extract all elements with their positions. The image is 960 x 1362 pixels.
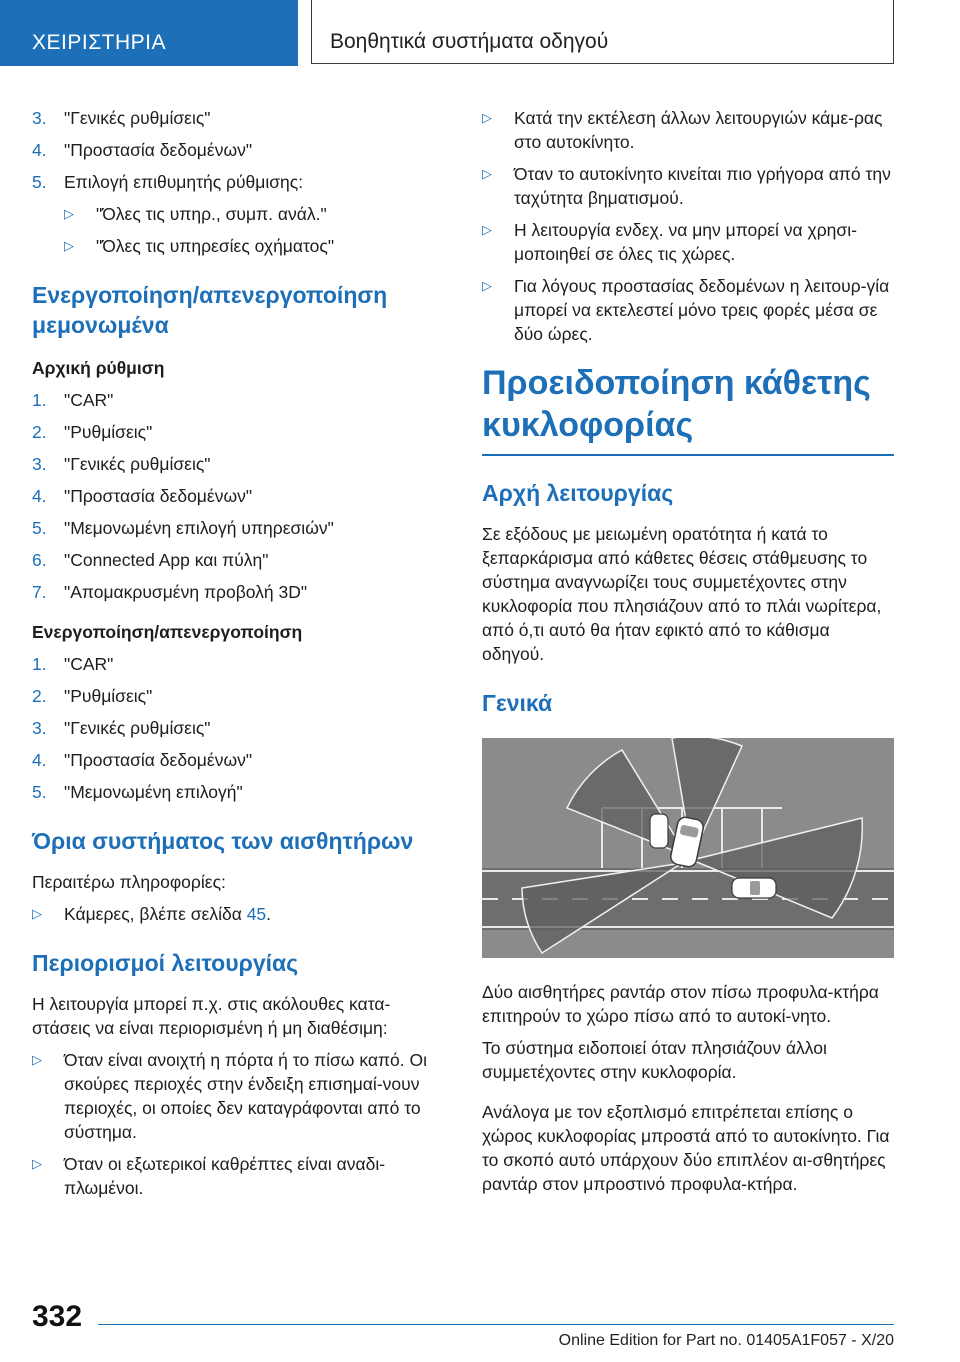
more-info-text: Περαιτέρω πληροφορίες: bbox=[32, 872, 226, 892]
header-section-title: ΧΕΙΡΙΣΤΗΡΙΑ bbox=[32, 31, 167, 54]
heading-general: Γενικά bbox=[482, 690, 553, 716]
footer-divider bbox=[98, 1324, 894, 1325]
list-item: 3. "Γενικές ρυθμίσεις" bbox=[32, 718, 211, 738]
page-reference-link[interactable]: 45 bbox=[246, 904, 267, 924]
bullet-item: ▷ Όταν οι εξωτερικοί καθρέπτες είναι αναδι-πλωμένοι. bbox=[32, 1154, 386, 1198]
page-number: 332 bbox=[32, 1300, 83, 1333]
triangle-bullet-icon: ▷ bbox=[64, 238, 74, 253]
header-section-tab bbox=[0, 0, 298, 66]
list-item: 2. "Ρυθμίσεις" bbox=[32, 422, 153, 442]
list-item: 6. "Connected App και πύλη" bbox=[32, 550, 269, 570]
list-item: 1. "CAR" bbox=[32, 390, 114, 410]
triangle-bullet-icon: ▷ bbox=[482, 278, 492, 293]
general-text-1: Δύο αισθητήρες ραντάρ στον πίσω προφυλα-κτήρα επιτηρούν το χώρο πίσω από το αυτοκί-νητο. bbox=[482, 982, 879, 1026]
sub-bullet: ▷ "Όλες τις υπηρ., συμπ. ανάλ." bbox=[64, 204, 327, 224]
bullet-item: ▷ Για λόγους προστασίας δεδομένων η λειτουρ-γία μπορεί να εκτελεστεί μόνο τρεις φορές μέσα σε δύο ώρες. bbox=[482, 276, 890, 344]
list-item: 1. "CAR" bbox=[32, 654, 114, 674]
list-item: 2. "Ρυθμίσεις" bbox=[32, 686, 153, 706]
list-item: 7. "Απομακρυσμένη προβολή 3D" bbox=[32, 582, 308, 602]
footer-edition: Online Edition for Part no. 01405A1F057 - X/20 bbox=[558, 1332, 894, 1349]
triangle-bullet-icon: ▷ bbox=[32, 1052, 42, 1067]
triangle-bullet-icon: ▷ bbox=[482, 222, 492, 237]
triangle-bullet-icon: ▷ bbox=[482, 110, 492, 125]
bullet-item: ▷ Όταν το αυτοκίνητο κινείται πιο γρήγορα από την ταχύτητα βηματισμού. bbox=[482, 164, 891, 208]
list-item: 3. "Γενικές ρυθμίσεις" bbox=[32, 454, 211, 474]
bullet-item: ▷ Κατά την εκτέλεση άλλων λειτουργιών κάμε-ρας στο αυτοκίνητο. bbox=[482, 108, 883, 152]
list-item: 3. "Γενικές ρυθμίσεις" bbox=[32, 108, 211, 128]
left-column bbox=[32, 106, 442, 1208]
triangle-bullet-icon: ▷ bbox=[32, 1156, 42, 1171]
general-text-2: Το σύστημα ειδοποιεί όταν πλησιάζουν άλλοι συμμετέχοντες στην κυκλοφορία. bbox=[482, 1038, 827, 1082]
restrictions-intro: Η λειτουργία μπορεί π.χ. στις ακόλουθες κατα-στάσεις να είναι περιορισμένη ή μη διαθέσιμη: bbox=[32, 994, 391, 1038]
general-text-3: Ανάλογα με τον εξοπλισμό επιτρέπεται επίσης ο χώρος κυκλοφορίας μπροστά από το αυτοκίνητο. Για το σκοπό αυτό υπάρχουν δύο επιπλέον αι-σθητήρες ραντάρ στον μπροστινό προφυλα-κτήρα. bbox=[482, 1102, 890, 1194]
list-item: 5. "Μεμονωμένη επιλογή υπηρεσιών" bbox=[32, 518, 334, 538]
header-chapter-box bbox=[311, 0, 894, 64]
list-item: 4. "Προστασία δεδομένων" bbox=[32, 140, 253, 160]
section-title-cross-traffic-warning: Προειδοποίηση κάθετης κυκλοφορίας bbox=[482, 364, 871, 444]
bullet-item: ▷ Η λειτουργία ενδεχ. να μην μπορεί να χρησι-μοποιηθεί σε όλες τις χώρες. bbox=[482, 220, 857, 264]
right-column bbox=[482, 106, 894, 1204]
radar-coverage-illustration bbox=[482, 738, 894, 958]
triangle-bullet-icon: ▷ bbox=[64, 206, 74, 221]
heading-function-restrictions: Περιορισμοί λειτουργίας bbox=[32, 950, 299, 976]
principle-text: Σε εξόδους με μειωμένη ορατότητα ή κατά το ξεπαρκάρισμα από κάθετες θέσεις στάθμευσης το σύστημα αναγνωρίζει τους συμμετέχοντες στην κυκλοφορία που πλησιάζουν από το πλάι νωρίτερα, από ό,τι αυτό θα ήταν εφικτό από το κάθισμα οδηγού. bbox=[482, 524, 882, 664]
sub-bullet: ▷ "Όλες τις υπηρεσίες οχήματος" bbox=[64, 236, 335, 256]
triangle-bullet-icon: ▷ bbox=[482, 166, 492, 181]
bullet-item: ▷ Κάμερες, βλέπε σελίδα 45. bbox=[32, 904, 272, 924]
heading-on-off: Ενεργοποίηση/απενεργοποίηση bbox=[32, 622, 303, 642]
list-item: 4. "Προστασία δεδομένων" bbox=[32, 750, 253, 770]
list-item: 5. "Μεμονωμένη επιλογή" bbox=[32, 782, 243, 802]
title-divider bbox=[482, 454, 894, 456]
heading-activate-individually: Ενεργοποίηση/απενεργοποίηση μεμονωμένα bbox=[32, 282, 388, 338]
bullet-item: ▷ Όταν είναι ανοιχτή η πόρτα ή το πίσω καπό. Οι σκούρες περιοχές στην ένδειξη επισημαί-νουν περιοχές, οι οποίες δεν καταγράφονται από το σύστημα. bbox=[32, 1050, 428, 1142]
header-chapter-title: Βοηθητικά συστήματα οδηγού bbox=[330, 30, 609, 53]
list-item: 5. Επιλογή επιθυμητής ρύθμισης: bbox=[32, 172, 304, 192]
triangle-bullet-icon: ▷ bbox=[32, 906, 42, 921]
heading-operating-principle: Αρχή λειτουργίας bbox=[482, 480, 674, 506]
heading-sensor-limits: Όρια συστήματος των αισθητήρων bbox=[32, 828, 414, 854]
list-item: 4. "Προστασία δεδομένων" bbox=[32, 486, 253, 506]
heading-initial-setting: Αρχική ρύθμιση bbox=[32, 358, 165, 378]
